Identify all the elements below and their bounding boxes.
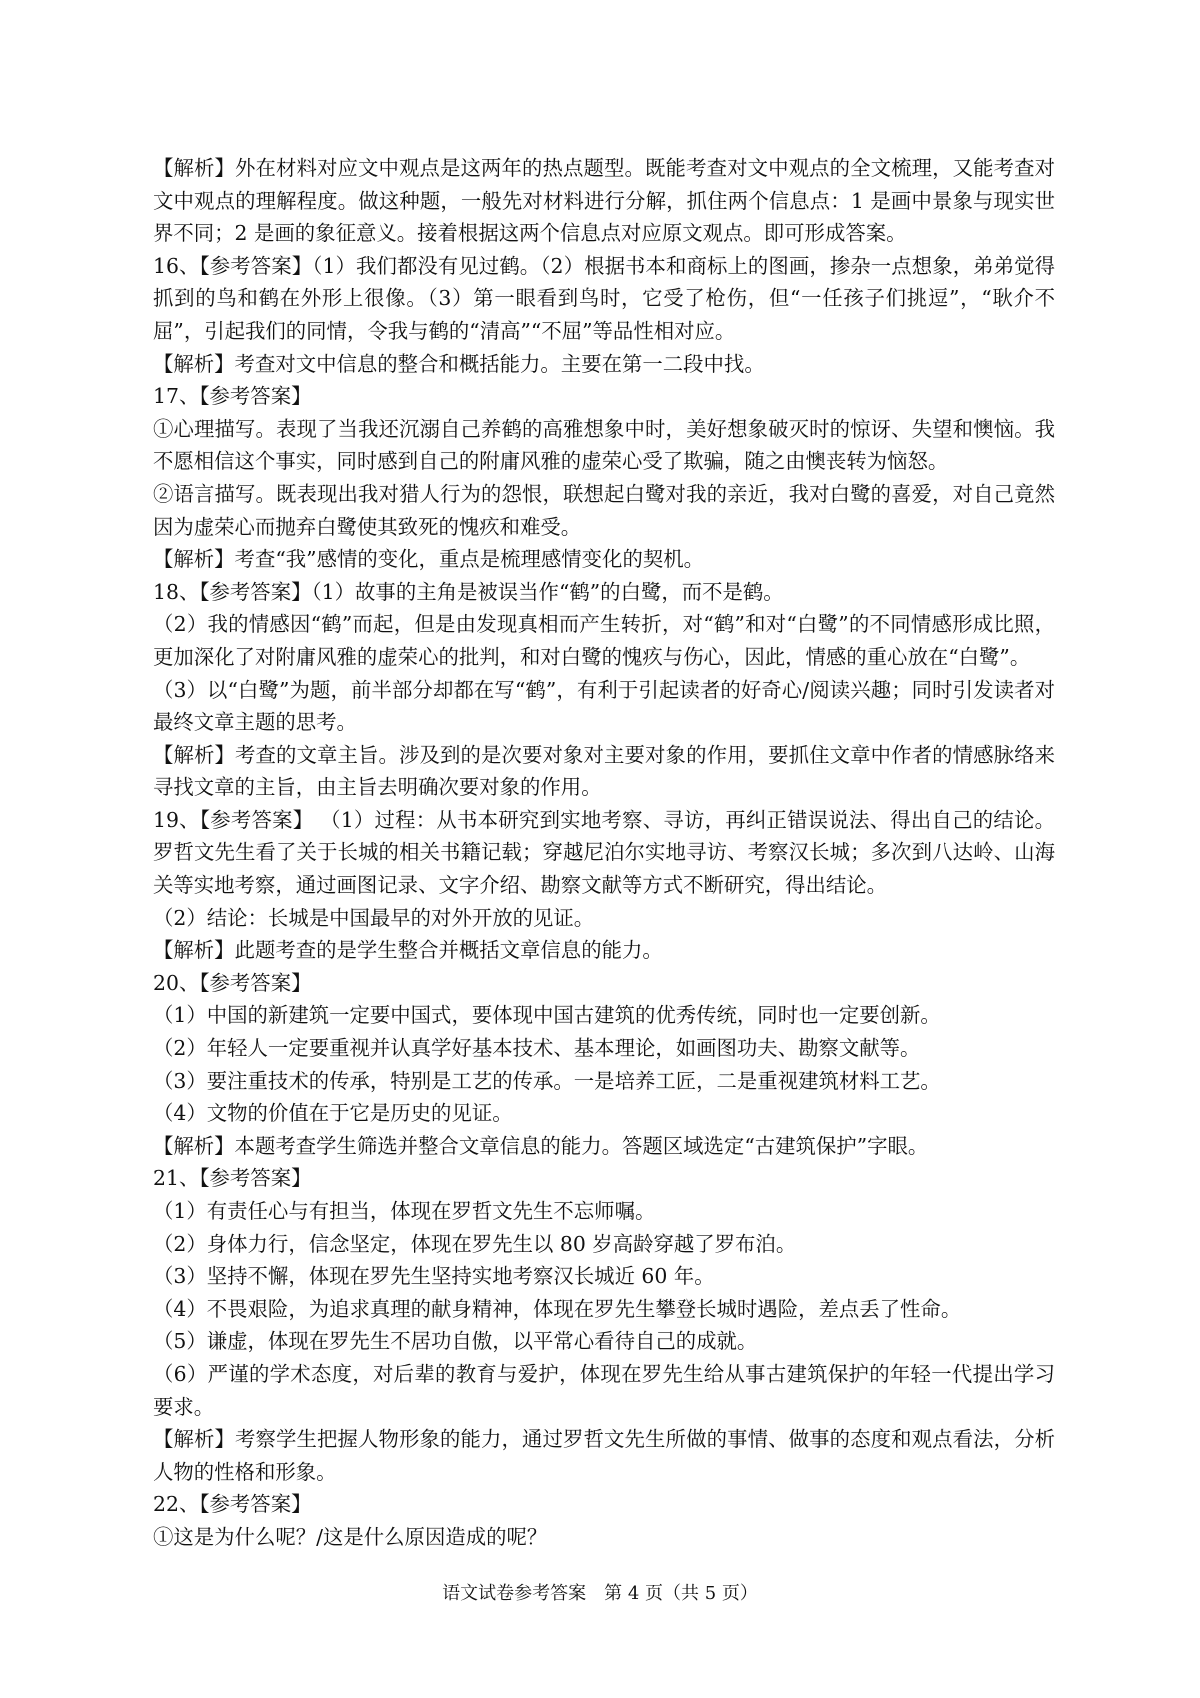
answer-21-item-1: （1）有责任心与有担当，体现在罗哲文先生不忘师嘱。 <box>153 1199 656 1223</box>
answer-19-item-2: （2）结论：长城是中国最早的对外开放的见证。 <box>153 905 595 930</box>
analysis-17: 【解析】考查“我”感情的变化，重点是梳理感情变化的契机。 <box>153 547 705 572</box>
answer-19: 19、【参考答案】 （1）过程：从书本研究到实地考察、寻访，再纠正错误说法、得出自己的结论。罗哲文先生看了关于长城的相关书籍记载；穿越尼泊尔实地寻访、考察汉长城；多次到八达岭、山海关等实地考察，通过画图记录、文字介绍、勘察文献等方式不断研究，得出结论。 <box>153 807 1055 898</box>
answer-16: 16、【参考答案】（1）我们都没有见过鹤。（2）根据书本和商标上的图画，掺杂一点想象，弟弟觉得抓到的鸟和鹤在外形上很像。（3）第一眼看到鸟时，它受了枪伤，但“一任孩子们挑逗”，“耿介不屈”，引起我们的同情，令我与鹤的“清高”“不屈”等品性相对应。 <box>153 253 1055 343</box>
answer-17-heading: 17、【参考答案】 <box>153 384 312 409</box>
answer-22-item-1: ①这是为什么呢？/这是什么原因造成的呢？ <box>153 1524 548 1549</box>
answer-21-item-3: （3）坚持不懈，体现在罗先生坚持实地考察汉长城近 60 年。 <box>153 1264 715 1289</box>
answer-18: 18、【参考答案】（1）故事的主角是被误当作“鹤”的白鹭，而不是鹤。 <box>153 579 784 604</box>
answer-20-item-3: （3）要注重技术的传承，特别是工艺的传承。一是培养工匠，二是重视建筑材料工艺。 <box>153 1068 941 1093</box>
answer-20-item-4: （4）文物的价值在于它是历史的见证。 <box>153 1101 513 1126</box>
answer-20-item-2: （2）年轻人一定要重视并认真学好基本技术、基本理论，如画图功夫、勘察文献等。 <box>153 1036 921 1061</box>
answer-21-item-5: （5）谦虚，体现在罗先生不居功自傲，以平常心看待自己的成就。 <box>153 1329 758 1354</box>
page-footer: 语文试卷参考答案 第 4 页（共 5 页） <box>442 1583 758 1604</box>
answer-21-item-6: （6）严谨的学术态度，对后辈的教育与爱护，体现在罗先生给从事古建筑保护的年轻一代提出学习要求。 <box>153 1361 1055 1419</box>
answer-20-heading: 20、【参考答案】 <box>153 970 312 995</box>
analysis-21: 【解析】考察学生把握人物形象的能力，通过罗哲文先生所做的事情、做事的态度和观点看法，分析人物的性格和形象。 <box>153 1427 1055 1484</box>
answer-20-item-1: （1）中国的新建筑一定要中国式，要体现中国古建筑的优秀传统，同时也一定要创新。 <box>153 1003 941 1028</box>
analysis-15: 【解析】外在材料对应文中观点是这两年的热点题型。既能考查对文中观点的全文梳理，又能考查对文中观点的理解程度。做这种题，一般先对材料进行分解，抓住两个信息点：1 是画中景象与现实世界不同；2 是画的象征意义。接着根据这两个信息点对应原文观点。即可形成答案。 <box>153 156 1055 246</box>
answer-21-heading: 21、【参考答案】 <box>153 1166 312 1191</box>
answer-18-item-2: （2）我的情感因“鹤”而起，但是由发现真相而产生转折，对“鹤”和对“白鹭”的不同情感形成比照，更加深化了对附庸风雅的虚荣心的批判，和对白鹭的愧疚与伤心，因此，情感的重心放在“白鹭”。 <box>153 612 1055 669</box>
analysis-16: 【解析】考查对文中信息的整合和概括能力。主要在第一二段中找。 <box>153 351 765 376</box>
analysis-18: 【解析】考查的文章主旨。涉及到的是次要对象对主要对象的作用，要抓住文章中作者的情感脉络来寻找文章的主旨，由主旨去明确次要对象的作用。 <box>153 742 1055 800</box>
answer-content <box>153 152 1055 1554</box>
answer-21-item-4: （4）不畏艰险，为追求真理的献身精神，体现在罗先生攀登长城时遇险，差点丢了性命。 <box>153 1296 962 1321</box>
answer-21-item-2: （2）身体力行，信念坚定，体现在罗先生以 80 岁高龄穿越了罗布泊。 <box>153 1231 797 1256</box>
analysis-19: 【解析】此题考查的是学生整合并概括文章信息的能力。 <box>153 938 663 963</box>
answer-17-item-1: ①心理描写。表现了当我还沉溺自己养鹤的高雅想象中时，美好想象破灭时的惊讶、失望和懊恼。我不愿相信这个事实，同时感到自己的附庸风雅的虚荣心受了欺骗，随之由懊丧转为恼怒。 <box>153 416 1055 474</box>
analysis-20: 【解析】本题考查学生筛选并整合文章信息的能力。答题区域选定“古建筑保护”字眼。 <box>153 1133 929 1158</box>
answer-22-heading: 22、【参考答案】 <box>153 1492 312 1517</box>
answer-17-item-2: ②语言描写。既表现出我对猎人行为的怨恨，联想起白鹭对我的亲近，我对白鹭的喜爱，对自己竟然因为虚荣心而抛弃白鹭使其致死的愧疚和难受。 <box>153 481 1055 539</box>
answer-18-item-3: （3）以“白鹭”为题，前半部分却都在写“鹤”，有利于引起读者的好奇心/阅读兴趣；同时引发读者对最终文章主题的思考。 <box>153 677 1055 735</box>
